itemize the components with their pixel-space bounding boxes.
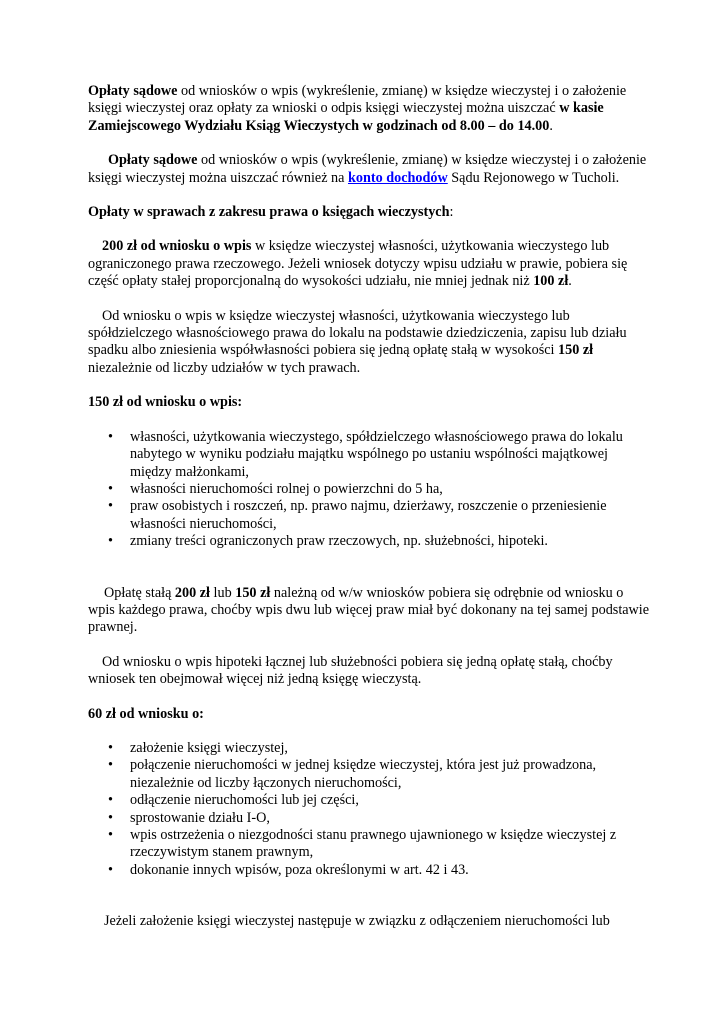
list-60-fee <box>88 740 650 879</box>
list-item: • sprostowanie działu I-O, <box>88 810 650 827</box>
fee-100-amount: 100 zł <box>533 273 569 290</box>
paragraph-text: od wniosków o wpis (wykreślenie, zmianę) w księdze wieczystej i o założenie księgi wieczystej można uiszczać również na <box>88 152 647 186</box>
list-item: • zmiany treści ograniczonych praw rzeczowych, np. służebności, hipoteki. <box>88 533 650 550</box>
list-150-fee <box>88 429 650 551</box>
paragraph-text: od wniosków o wpis (wykreślenie, zmianę) w księdze wieczystej i o założenie księgi wieczystej oraz opłaty za wnioski o odpis księgi wieczystej można uiszczać <box>88 83 627 117</box>
paragraph-payment-cash-desk: Opłaty sądowe od wniosków o wpis (wykreślenie, zmianę) w księdze wieczystej i o założenie księgi wieczystej oraz opłaty za wnioski o odpis księgi wieczystej można uiszczać w kasie Zamiejscowego Wydziału Ksiąg Wieczystych w godzinach od 8.00 – do 14.00. <box>88 83 627 134</box>
paragraph-establishment: Jeżeli założenie księgi wieczystej następuje w związku z odłączeniem nieruchomości lub <box>104 913 610 930</box>
list-item: • wpis ostrzeżenia o niezgodności stanu prawnego ujawnionego w księdze wieczystej z rzeczywistym stanem prawnym, <box>88 827 650 862</box>
heading-150-fee: 150 zł od wniosku o wpis: <box>88 394 243 411</box>
paragraph-text: w księdze wieczystej własności, użytkowania wieczystego lub ograniczonego prawa rzeczowego. Jeżeli wniosek dotyczy wpisu udziału w prawie, pobiera się część opłaty stałej proporcjonalną do wysokości udziału, nie mniej jednak niż <box>88 238 628 290</box>
list-item: • założenie księgi wieczystej, <box>88 740 650 757</box>
income-account-link[interactable]: konto dochodów <box>348 169 448 186</box>
cash-desk-hours: w kasie Zamiejscowego Wydziału Ksiąg Wieczystych w godzinach od 8.00 – do 14.00 <box>88 100 604 134</box>
document-page <box>88 83 650 931</box>
fees-label: Opłaty sądowe <box>88 83 178 99</box>
paragraph-joint-mortgage: Od wniosku o wpis hipoteki łącznej lub służebności pobiera się jedną opłatę stałą, choćby wniosek ten obejmował więcej niż jedną księgę wieczystą. <box>88 653 613 688</box>
fee-200-label: 200 zł od wniosku o wpis <box>102 238 252 255</box>
list-item: • praw osobistych i roszczeń, np. prawo najmu, dzierżawy, roszczenie o przeniesienie własności nieruchomości, <box>88 498 650 533</box>
fees-label: Opłaty sądowe <box>108 152 198 169</box>
list-item: • dokonanie innych wpisów, poza określonymi w art. 42 i 43. <box>88 862 650 879</box>
paragraph-payment-account: Opłaty sądowe od wniosków o wpis (wykreślenie, zmianę) w księdze wieczystej i o założenie księgi wieczystej można uiszczać również na konto dochodów Sądu Rejonowego w Tucholi. <box>88 152 647 186</box>
paragraph-separate-fee: Opłatę stałą 200 zł lub 150 zł należną od w/w wniosków pobiera się odrębnie od wniosku o wpis każdego prawa, choćby wpis dwu lub więcej praw miał być dokonany na tej samej podstawie prawnej. <box>88 584 650 636</box>
fee-150-amount: 150 zł <box>235 584 271 601</box>
list-item: • połączenie nieruchomości w jednej księdze wieczystej, która jest już prowadzona, niezależnie od liczby łączonych nieruchomości, <box>88 757 650 792</box>
paragraph-text: Od wniosku o wpis w księdze wieczystej własności, użytkowania wieczystego lub spółdzielczego własnościowego prawa do lokalu na podstawie dziedziczenia, zapisu lub działu spadku albo zniesienia współwłasności pobiera się jedną opłatę stałą w wysokości <box>88 307 627 359</box>
paragraph-inheritance-fee: Od wniosku o wpis w księdze wieczystej własności, użytkowania wieczystego lub spółdzielczego własnościowego prawa do lokalu na podstawie dziedziczenia, zapisu lub działu spadku albo zniesienia współwłasności pobiera się jedną opłatę stałą w wysokości 150 zł niezależnie od liczby udziałów w tych prawach. <box>88 307 627 376</box>
fee-150-amount: 150 zł <box>558 342 594 359</box>
list-item: • odłączenie nieruchomości lub jej części, <box>88 792 650 809</box>
fee-200-amount: 200 zł <box>174 584 210 601</box>
section-heading-fees: Opłaty w sprawach z zakresu prawa o księgach wieczystych: <box>88 204 454 221</box>
paragraph-200-fee: 200 zł od wniosku o wpis w księdze wieczystej własności, użytkowania wieczystego lub ograniczonego prawa rzeczowego. Jeżeli wniosek dotyczy wpisu udziału w prawie, pobiera się część opłaty stałej proporcjonalną do wysokości udziału, nie mniej jednak niż 100 zł. <box>88 238 628 290</box>
list-item: • własności nieruchomości rolnej o powierzchni do 5 ha, <box>88 481 650 498</box>
list-item: • własności, użytkowania wieczystego, spółdzielczego własnościowego prawa do lokalu nabytego w wyniku podziału majątku wspólnego po ustaniu wspólności majątkowej między małżonkami, <box>88 429 650 481</box>
heading-60-fee: 60 zł od wniosku o: <box>88 705 204 722</box>
